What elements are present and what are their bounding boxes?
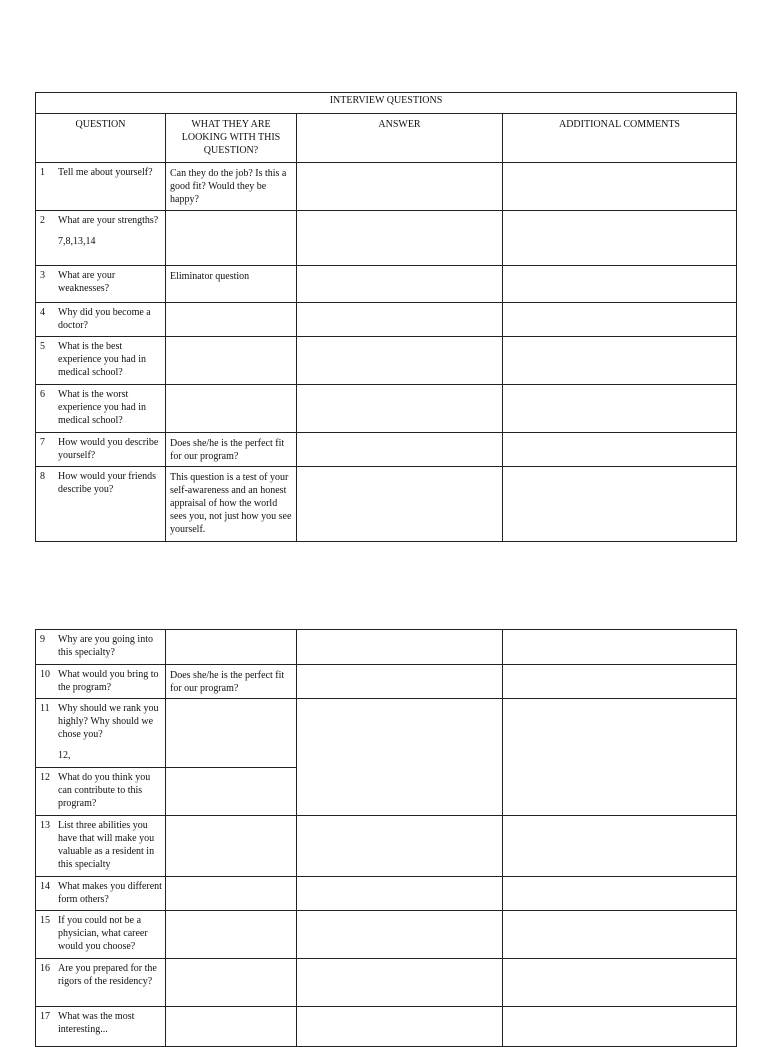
table-row <box>36 665 737 699</box>
question-number: 1 <box>40 167 45 178</box>
question-cell <box>36 211 166 266</box>
table-row <box>36 337 737 385</box>
question-cell <box>36 385 166 433</box>
comments-cell[interactable] <box>503 877 737 911</box>
table-row <box>36 385 737 433</box>
question-number: 3 <box>40 270 45 281</box>
question-text: If you could not be a physician, what career would you choose? <box>58 915 148 952</box>
comments-cell[interactable] <box>503 1007 737 1047</box>
comments-cell[interactable] <box>503 163 737 211</box>
comments-cell[interactable] <box>503 467 737 542</box>
answer-cell[interactable] <box>297 630 503 665</box>
looking-for-cell <box>166 1007 297 1047</box>
question-cell <box>36 1007 166 1047</box>
question-number: 8 <box>40 471 45 482</box>
table-row <box>36 630 737 665</box>
comments-cell[interactable] <box>503 337 737 385</box>
looking-for-cell <box>166 816 297 877</box>
question-number: 13 <box>40 820 50 831</box>
answer-cell[interactable] <box>297 877 503 911</box>
question-number: 6 <box>40 389 45 400</box>
question-number: 4 <box>40 307 45 318</box>
question-number: 7 <box>40 437 45 448</box>
looking-for-cell <box>166 877 297 911</box>
question-text: Are you prepared for the rigors of the residency? <box>58 963 157 987</box>
question-cell <box>36 768 166 816</box>
looking-for-cell <box>166 337 297 385</box>
table-title: INTERVIEW QUESTIONS <box>36 93 737 114</box>
looking-for-cell: Does she/he is the perfect fit for our program? <box>166 665 297 699</box>
question-number: 5 <box>40 341 45 352</box>
question-number: 14 <box>40 881 50 892</box>
looking-for-cell: Can they do the job? Is this a good fit? Would they be happy? <box>166 163 297 211</box>
question-note: 12, <box>58 750 71 761</box>
looking-for-cell <box>166 630 297 665</box>
question-cell <box>36 911 166 959</box>
question-number: 9 <box>40 634 45 645</box>
question-number: 15 <box>40 915 50 926</box>
comments-cell[interactable] <box>503 816 737 877</box>
comments-cell[interactable] <box>503 630 737 665</box>
comments-cell[interactable] <box>503 699 737 816</box>
question-text: What makes you different form others? <box>58 881 162 905</box>
header-comments: ADDITIONAL COMMENTS <box>503 114 737 163</box>
header-question: QUESTION <box>36 114 166 163</box>
table-row <box>36 467 737 542</box>
answer-cell[interactable] <box>297 385 503 433</box>
question-number: 16 <box>40 963 50 974</box>
question-number: 2 <box>40 215 45 226</box>
question-text: List three abilities you have that will make you valuable as a resident in this specialty <box>58 820 155 870</box>
answer-cell[interactable] <box>297 1007 503 1047</box>
table-row <box>36 699 737 768</box>
question-cell <box>36 959 166 1007</box>
table-row <box>36 266 737 303</box>
question-text: Why did you become a doctor? <box>58 307 151 331</box>
question-text: How would you describe yourself? <box>58 437 159 461</box>
looking-for-cell <box>166 699 297 768</box>
table-row <box>36 816 737 877</box>
looking-for-cell <box>166 211 297 266</box>
comments-cell[interactable] <box>503 433 737 467</box>
answer-cell[interactable] <box>297 911 503 959</box>
table-row <box>36 959 737 1007</box>
question-cell <box>36 877 166 911</box>
question-text: Why should we rank you highly? Why should we chose you? <box>58 703 159 740</box>
looking-for-cell <box>166 385 297 433</box>
answer-cell[interactable] <box>297 433 503 467</box>
comments-cell[interactable] <box>503 911 737 959</box>
question-number: 17 <box>40 1011 50 1022</box>
header-looking: WHAT THEY ARE LOOKING WITH THIS QUESTION? <box>166 114 297 163</box>
looking-for-cell: This question is a test of your self-awareness and an honest appraisal of how the world sees you, not just how you see yourself. <box>166 467 297 542</box>
question-text: What was the most interesting... <box>58 1011 135 1035</box>
comments-cell[interactable] <box>503 385 737 433</box>
looking-for-cell <box>166 911 297 959</box>
table-row <box>36 211 737 266</box>
answer-cell[interactable] <box>297 303 503 337</box>
table-row <box>36 163 737 211</box>
question-text: What do you think you can contribute to this program? <box>58 772 151 809</box>
question-cell <box>36 699 166 768</box>
question-cell <box>36 266 166 303</box>
comments-cell[interactable] <box>503 959 737 1007</box>
comments-cell[interactable] <box>503 266 737 303</box>
table-row <box>36 433 737 467</box>
answer-cell[interactable] <box>297 211 503 266</box>
question-text: How would your friends describe you? <box>58 471 157 495</box>
looking-for-cell <box>166 303 297 337</box>
question-number: 12 <box>40 772 50 783</box>
header-answer: ANSWER <box>297 114 503 163</box>
question-cell <box>36 337 166 385</box>
comments-cell[interactable] <box>503 665 737 699</box>
question-cell <box>36 467 166 542</box>
answer-cell[interactable] <box>297 665 503 699</box>
answer-cell[interactable] <box>297 337 503 385</box>
comments-cell[interactable] <box>503 303 737 337</box>
question-number: 11 <box>40 703 50 714</box>
question-cell <box>36 630 166 665</box>
looking-for-cell <box>166 959 297 1007</box>
question-cell <box>36 816 166 877</box>
question-cell <box>36 665 166 699</box>
question-text: What is the worst experience you had in medical school? <box>58 389 147 426</box>
looking-for-cell <box>166 768 297 816</box>
answer-cell[interactable] <box>297 266 503 303</box>
question-text: What are your strengths? <box>58 215 159 226</box>
table-row <box>36 303 737 337</box>
question-cell <box>36 303 166 337</box>
table-row <box>36 911 737 959</box>
table-row <box>36 877 737 911</box>
question-text: Tell me about yourself? <box>58 167 153 178</box>
question-cell <box>36 163 166 211</box>
question-text: Why are you going into this specialty? <box>58 634 153 658</box>
question-note: 7,8,13,14 <box>58 236 96 247</box>
answer-cell[interactable] <box>297 163 503 211</box>
question-text: What are your weaknesses? <box>58 270 116 294</box>
looking-for-cell: Eliminator question <box>166 266 297 303</box>
comments-cell[interactable] <box>503 211 737 266</box>
question-cell <box>36 433 166 467</box>
question-text: What would you bring to the program? <box>58 669 159 693</box>
looking-for-cell: Does she/he is the perfect fit for our program? <box>166 433 297 467</box>
question-text: What is the best experience you had in medical school? <box>58 341 147 378</box>
table-row <box>36 1007 737 1047</box>
answer-cell[interactable] <box>297 816 503 877</box>
answer-cell[interactable] <box>297 467 503 542</box>
interview-questions-table-continued <box>35 629 737 1047</box>
answer-cell[interactable] <box>297 959 503 1007</box>
answer-cell[interactable] <box>297 699 503 816</box>
question-number: 10 <box>40 669 50 680</box>
interview-questions-table <box>35 92 737 542</box>
